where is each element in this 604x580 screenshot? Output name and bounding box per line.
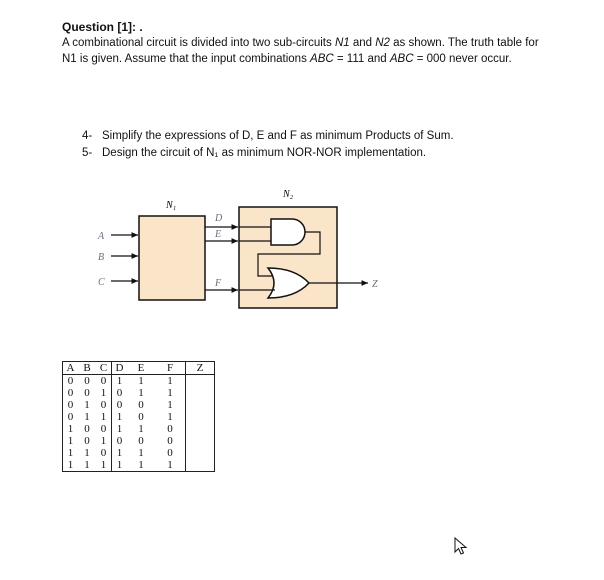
table-cell: 1 xyxy=(112,459,128,472)
table-cell xyxy=(186,387,215,399)
table-cell: 1 xyxy=(138,375,144,387)
table-row xyxy=(63,387,215,399)
n1-label: N₁ xyxy=(166,200,177,211)
table-row xyxy=(63,411,215,423)
table-cell xyxy=(186,375,215,388)
table-cell: 1 xyxy=(96,387,112,399)
table-cell xyxy=(186,459,215,472)
output-z-label: Z xyxy=(372,279,378,290)
table-cell: 0 xyxy=(96,447,112,459)
table-cell: 1 xyxy=(96,411,112,423)
d-label: D xyxy=(215,213,223,224)
table-cell: 0 xyxy=(138,399,144,411)
table-row xyxy=(63,447,215,459)
table-row xyxy=(63,375,215,388)
table-cell: 1 xyxy=(96,459,112,472)
table-cell: 0 xyxy=(138,411,144,423)
header-d: D xyxy=(112,362,128,375)
table-cell xyxy=(186,411,215,423)
table-cell: 0 xyxy=(96,399,112,411)
table-cell: 1 xyxy=(155,375,186,388)
table-cell: 1 xyxy=(155,459,186,472)
table-row xyxy=(63,435,215,447)
table-cell: 1 xyxy=(84,399,90,411)
table-cell: 1 xyxy=(78,459,96,472)
table-cell xyxy=(186,399,215,411)
input-c-label: C xyxy=(98,277,105,288)
table-cell: 0 xyxy=(84,423,90,435)
table-row xyxy=(63,459,215,472)
table-cell: 1 xyxy=(127,459,155,472)
table-cell: 0 xyxy=(116,435,123,447)
mouse-cursor-icon xyxy=(454,537,470,557)
table-cell: 1 xyxy=(155,387,186,399)
header-z: Z xyxy=(186,362,215,375)
table-cell: 1 xyxy=(138,387,144,399)
table-cell: 1 xyxy=(116,423,123,435)
table-cell: 1 xyxy=(138,447,144,459)
table-cell: 0 xyxy=(63,375,79,388)
and-gate xyxy=(271,219,305,245)
truth-table xyxy=(62,361,215,472)
task-item: 4- Simplify the expressions of D, E and F as minimum Products of Sum. xyxy=(82,130,454,142)
e-label: E xyxy=(215,229,222,240)
table-cell: 1 xyxy=(63,435,79,447)
f-label: F xyxy=(215,278,222,289)
table-cell: 0 xyxy=(138,435,144,447)
table-cell xyxy=(186,435,215,447)
question-title: Question [1]: . xyxy=(62,20,143,34)
truth-table-header xyxy=(63,362,215,375)
table-cell: 0 xyxy=(84,375,90,387)
table-cell: 0 xyxy=(84,435,90,447)
table-cell: 1 xyxy=(84,447,90,459)
table-cell: 1 xyxy=(155,399,186,411)
table-cell: 1 xyxy=(84,411,90,423)
table-cell: 0 xyxy=(63,411,79,423)
table-cell: 0 xyxy=(155,435,186,447)
input-b-label: B xyxy=(98,252,105,263)
table-cell: 1 xyxy=(63,447,79,459)
table-cell: 1 xyxy=(138,423,144,435)
table-cell: 0 xyxy=(155,447,186,459)
table-row xyxy=(63,423,215,435)
table-cell: 1 xyxy=(116,447,123,459)
table-cell: 0 xyxy=(96,423,112,435)
table-cell: 0 xyxy=(84,387,90,399)
n2-label: N₂ xyxy=(283,189,294,200)
header-b: B xyxy=(78,362,96,375)
table-cell xyxy=(186,447,215,459)
table-cell: 1 xyxy=(155,411,186,423)
n1-block xyxy=(139,216,205,300)
table-cell: 1 xyxy=(96,435,112,447)
table-cell: 1 xyxy=(116,411,123,423)
table-cell: 1 xyxy=(63,459,79,472)
table-cell: 0 xyxy=(116,387,123,399)
question-text: A combinational circuit is divided into two sub-circuits N1 and N2 as shown. The truth table for N1 is given. Assume that the input combinations ABC = 111 and ABC = 000 never occur. xyxy=(62,37,539,65)
header-a: A xyxy=(63,362,79,375)
header-e: E xyxy=(127,362,155,375)
input-a-label: A xyxy=(98,231,105,242)
table-cell: 1 xyxy=(116,375,123,387)
table-cell: 1 xyxy=(63,423,79,435)
table-cell: 0 xyxy=(63,399,79,411)
table-row xyxy=(63,399,215,411)
table-cell: 0 xyxy=(155,423,186,435)
task-item: 5- Design the circuit of N₁ as minimum NOR-NOR implementation. xyxy=(82,147,427,159)
header-f: F xyxy=(155,362,186,375)
table-cell xyxy=(186,423,215,435)
table-cell: 0 xyxy=(63,387,79,399)
table-cell: 0 xyxy=(116,399,123,411)
table-cell: 0 xyxy=(96,375,112,388)
header-c: C xyxy=(96,362,112,375)
